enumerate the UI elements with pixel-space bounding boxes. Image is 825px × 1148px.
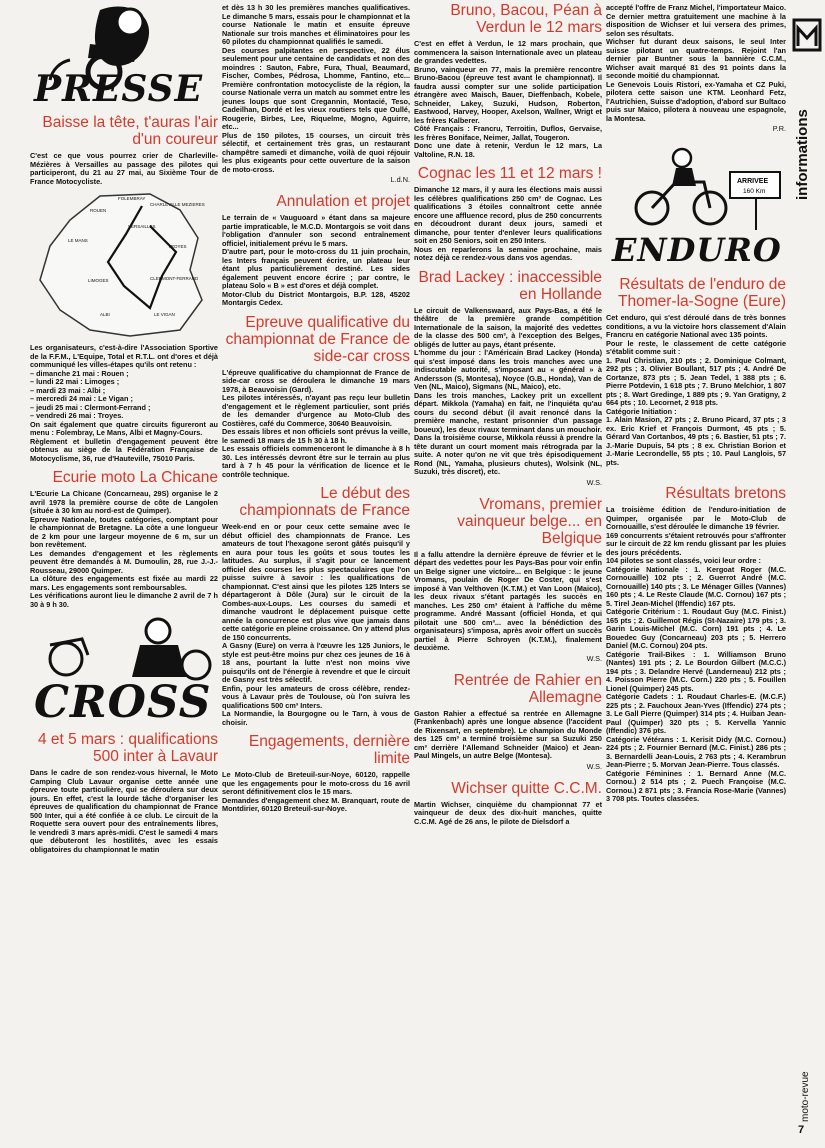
magazine-name: moto-revue — [800, 1071, 811, 1122]
article-body: Le terrain de « Vauguoard » étant dans sa majeure partie impraticable, le M.C.D. Montargois se voit dans l'obligation d'annuler son second entraînement officiel, initialement prévu le 5 mars. D'autre part, pour le moto-cross du 11 juin prochain, les Inters français peuvent écrire, un plateau leur étant plus particulièrement destiné. Les sides également peuvent encore écrire ; par contre, le plateau Solo « B » est d'ores et déjà complet. Motor-Club du District Montargois, B.P. 128, 45202 Montargis Cedex. — [222, 213, 410, 307]
right-margin-masthead — [790, 0, 825, 1148]
column-1 — [30, 0, 218, 1148]
cross-logo-text: CROSS — [34, 677, 212, 728]
enduro-rider-illustration — [606, 142, 786, 232]
article-body: Il a fallu attendre la dernière épreuve de février et le départ des vedettes pour les Pays-Bas pour voir enfin un Belge signer une victoire... en Belgique : le jeune Vromans, poulain de Roger De Coster, qui s'est imposé à Van Velthoven (K.T.M.) et Van Loon (Maico), les deux rivaux s'étant partagés les succès en manches. Les 250 cm³ étaient à l'affiche du même programme. André Massant (officiel Honda, et qui pilotait une 500 cm³... avec la bénédiction des organisateurs) s'imposa, après avoir offert un succès partiel à Pierre Schroyen (K.T.M.), finalement deuxième. — [414, 549, 602, 652]
article-vromans — [414, 490, 602, 666]
article-wichser-continued — [606, 0, 786, 136]
article-annulation — [222, 187, 410, 308]
map-city: TROYES — [168, 244, 187, 249]
map-city: ROUEN — [90, 208, 107, 213]
article-rahier — [414, 666, 602, 774]
france-route-map — [30, 190, 218, 340]
article-lavaur-continued — [222, 0, 410, 187]
article-body: Martin Wichser, cinquième du championnat 77 et vainqueur de deux des dix-huit manches, quitte C.C.M. Agé de 26 ans, le pilote de Dielsdorf a — [414, 799, 602, 826]
signature: W.S. — [586, 477, 602, 487]
map-city: CHARLEVILLE MEZIERES — [150, 202, 205, 207]
column-4 — [606, 0, 786, 1148]
article-body: Week-end en or pour ceux cette semaine avec le début officiel des championnats de France. Les amateurs de tout l'hexagone seront gâtés puisqu'il y en aura pour tous les goûts et sous toutes les latitudes. Au surplus, il s'agit pour ce lancement officiel des courses les plus spectaculaires que l'on puisse suivre à savoir : les qualifications de championnat. C'est ainsi que les pilotes 125 Inters se départageront à Dôle (Jura) sur le circuit de la Combes-aux-Loups. Les courses du samedi et dimanche vaudront le déplacement puisque cette année la concurrence est plus vive que jamais dans cette catégorie en pleine croissance. On y attend plus de 150 concurrents. A Gasny (Eure) on verra à l'œuvre les 125 Juniors, le style est peut-être moins pur chez ces jeunes de 16 à 18 ans, pourtant la lutte n'est non moins vive puisqu'ils ont de l'énergie à revendre et que le circuit de Gasny est très sélectif. Enfin, pour les amateurs de cross célèbre, rendez-vous à Lavaur près de Toulouse, où l'on suivra les qualifications 500 cm³ Inters. La Normandie, la Bourgogne ou le Tarn, à vous de choisir. — [222, 522, 410, 727]
article-body: et dès 13 h 30 les premières manches qualificatives. Le dimanche 5 mars, essais pour le championnat et la course Nationale le matin et ensuite épreuve Nationale sur trois manches et éliminatoires pour les 60 pilotes du championnat qualifiés le samedi. Des courses palpitantes en perspective, 22 élus seulement pour une centaine de candidats et non des moindres : Sauton, Fabre, Fura, Thual, Beaumard, Fischer, Combes, Pédrosa, Lhomme, Fantino, etc... Première confrontation motocycliste de la région, la course Nationale verra un match au sommet entre les jeunes loups que sont Cregannin, Montacié, Teso, Cadeilhan, Dordé et les vieux routiers tels que Oullé, Rougerie, Birbes, Lee, Riquelme, Mogno, Aguirre, etc... Plus de 150 pilotes, 15 courses, un circuit très sélectif, et certainement très gras, un restaurant champêtre samedi et dimanche, voilà de quoi réjouir les plus exigeants pour cette ouverture de la saison de moto-cross. — [222, 3, 410, 174]
column-3 — [414, 0, 602, 1148]
article-side-car — [222, 308, 410, 480]
headline: Engagements, dernière limite — [248, 733, 410, 767]
article-body: Dimanche 12 mars, il y aura les élections mais aussi les célèbres qualifications 250 cm³ de Cognac. Les qualifications 3 étoiles connaîtront cette année encore une affluence record, plus de 250 concurrents en découdront durant deux jours, samedi et dimanche, pour tenter d'enlever leurs qualifications soit en 250 Seniors, soit en 250 Inters. Nous en reparlerons la semaine prochaine, mais notez déjà ce rendez-vous dans vos agendas. — [414, 185, 602, 262]
article-body: Les organisateurs, c'est-à-dire l'Association Sportive de la F.F.M., L'Equipe, Total et R.T.L. ont d'ores et déjà communiqué les villes-étapes qu'ils ont retenu : – dimanche 21 mai : Rouen ; – lundi 22 mai : Limoges ; – mardi 23 mai : Albi ; – mercredi 24 mai : Le Vigan ; – jeudi 25 mai : Clermont-Ferrand ; – vendredi 26 mai : Troyes. On sait également que quatre circuits figureront au menu : Folembray, Le Mans, Albi et Magny-Cours. Règlement et bulletin d'engagement peuvent être obtenus au siège de la Fédération Française de Motocyclisme, 36, rue d'Hauteville, 75010 Paris. — [30, 343, 218, 463]
headline: Bruno, Bacou, Péan à Verdun le 12 mars — [450, 2, 602, 36]
article-intro: C'est ce que vous pourrez crier de Charleville-Mézières à Versailles au passage des pilotes qui participeront, du 21 au 27 mai, au Sixième Tour de France Motocycliste. — [30, 151, 218, 186]
page-number: 7 — [798, 1124, 805, 1136]
article-body: Le Moto-Club de Breteuil-sur-Noye, 60120, rappelle que les engagements pour le moto-cross du 16 avril seront définitivement clos le 15 mars. Demandes d'engagement chez M. Branquart, route de Montdirier, 60120 Breteuil-sur-Noye. — [222, 770, 410, 813]
article-body: La troisième édition de l'enduro-initiation de Quimper, organisée par le Moto-Club de Cornouaille, s'est déroulée le dimanche 19 février. 169 concurrents s'étaient retrouvés pour s'affronter sur le circuit de 22 km rendu glissant par les pluies des jours précédents. 104 pilotes se sont classés, voici leur ordre : Catégorie Nationale : 1. Kergoat Roger (M.C. Cornouaille) 102 pts ; 2. Guerrot André (M.C. Cornouaille) 140 pts ; 3. Le Ménager Gilles (Vannes) 160 pts ; 4. Le Reste Claude (M.C. Cornou) 167 pts ; 5. Tirel Jean-Michel (Iffendic) 167 pts. Catégorie Critérium : 1. Roudaut Guy (M.C. Finist.) 165 pts ; 2. Guillemot Régis (St-Nazaire) 179 pts ; 3. Garin Louis-Michel (M.C. Corn) 191 pts ; 4. Le Bouedec Guy (Concarneau) 203 pts ; 5. Herrero Daniel (M.C. Cornou) 204 pts. Catégorie Trail-Bikes : 1. Williamson Bruno (Nantes) 191 pts ; 2. Le Bourdon Gilbert (M.C.C.) 194 pts ; 3. Delandre Hervé (Landerneau) 212 pts ; 4. Poisson Pierre (M.C. Corn.) 220 pts ; 5. Fouillen Lionel (Quimper) 245 pts. Catégorie Cadets : 1. Roudaut Charles-E. (M.C.F.) 225 pts ; 2. Fauchoux Jean-Yves (Iffendic) 274 pts ; 3. Le Gall Pierre (Quimper) 314 pts ; 4. Huiban Jean-Paul (Quimper) 320 pts ; 5. Kervella Yannic (Iffendic) 376 pts. Catégorie Vétérans : 1. Kerisit Didy (M.C. Cornou.) 224 pts ; 2. Fournier Bernard (M.C. Finist.) 286 pts ; 3. Bernardelli Jean-Louis, 2 763 pts ; 4. Kerambrun Jean-Pierre ; 5. Morvan Jean-Pierre. Tous classés. Catégorie Féminines : 1. Bernard Anne (M.C. Cornou.) 2 514 pts ; 2. Puech Françoise (M.C. Cornou.) 2 871 pts ; 3. Francia Rose-Marie (Vannes) 3 708 pts. Toutes classées. — [606, 505, 786, 803]
signature: W.S. — [586, 761, 602, 771]
cross-riders-illustration — [30, 615, 218, 685]
map-city: CLERMONT-FERRAND — [150, 276, 199, 281]
headline: Le début des championnats de France — [239, 485, 410, 519]
article-body: Dans le cadre de son rendez-vous hivernal, le Moto Camping Club Lavaur organise cette année une épreuve toute particulière, qui se déroulera sur deux jours. En effet, c'est la lourde tâche d'organiser les épreuves de qualification du championnat de France 500 Inter, qui a été confiée à ce club. Le circuit de la Roquette sera ouvert pour des entraînements libres, le vendredi 3 mars après-midi. C'est le samedi 4 mars que débuteront les hostilités, avec les essais obligatoires du championnat le matin — [30, 768, 218, 854]
article-debut-championnats — [222, 479, 410, 727]
headline: Résultats bretons — [665, 485, 786, 502]
article-ecurie-la-chicane — [30, 463, 218, 609]
headline: Wichser quitte C.C.M. — [451, 779, 602, 797]
presse-logo — [30, 0, 218, 108]
map-city: ALBI — [100, 312, 110, 317]
article-baisse-la-tete — [30, 108, 218, 463]
signature: L.d.N. — [390, 175, 410, 184]
article-brad-lackey — [414, 263, 602, 490]
article-wichser — [414, 774, 602, 827]
arrivee-sign-distance: 160 Km — [743, 188, 766, 195]
article-engagements — [222, 727, 410, 814]
article-body: L'épreuve qualificative du championnat de France de side-car cross se déroulera le dimanche 19 mars 1978, à Beauvoisin (Gard). Les pilotes intéressés, n'ayant pas reçu leur bulletin d'engagement et le règlement particulier, sont priés de les demander d'urgence au Moto-Club des Costières, café du Commerce, 30640 Beauvoisin. Des essais libres et non officiels sont prévus la veille, le samedi 18 mars de 15 h 30 à 18 h. Les essais officiels commenceront le dimanche à 8 h 30. Les intéressés devront être sur le terrain au plus tard à 7 h 45 pour la vérification de licence et le contrôle technique. — [222, 367, 410, 479]
map-city: LE MANS — [68, 238, 88, 243]
headline: 4 et 5 mars : qualifications 500 inter à Lavaur — [37, 731, 218, 765]
headline: Résultats de l'enduro de Thomer-la-Sogne (Eure) — [618, 276, 786, 310]
article-body: L'Ecurie La Chicane (Concarneau, 29S) organise le 2 avril 1978 la première course de côte de Langolen (située à 30 km au nord-est de Quimper). Epreuve Nationale, toutes catégories, comptant pour le championnat de Bretagne. La côte a une longueur de 2 km pour une largeur moyenne de 6 m, sur un bon revêtement. Les demandes d'engagement et les règlements peuvent être demandés à M. Dumoulin, 28, rue J.-J.-Rousseau, 29000 Quimper. La clôture des engagements est fixée au mardi 22 mars. Les engagements sont remboursables. Les vérifications auront lieu le dimanche 2 avril de 7 h 30 à 9 h 30. — [30, 489, 218, 609]
section-label: informations — [794, 109, 811, 200]
article-body: Gaston Rahier a effectué sa rentrée en Allemagne (Frankenbach) après une longue absence (l'accident de Rixensart, en septembre). Le champion du Monde des 125 cm³ a terminé troisième sur sa Suzuki 250 cm³ derrière l'Allemand Schneider (Maico) et Jean-Paul Mingels, un autre Belge (Montesa). — [414, 708, 602, 760]
enduro-logo-text: ENDURO — [612, 231, 782, 269]
article-body: Le circuit de Valkenswaard, aux Pays-Bas, a été le théâtre de la première grande compétition Internationale de la saison, la majorité des vedettes de la classe des 500 cm³, à l'exception des Belges, obligés de lutter au pays, étant présente. L'homme du jour : l'Américain Brad Lackey (Honda) qui s'est imposé dans les trois manches avec une indiscutable autorité, s'imposant au « général » à Andersson (S, Montesa), Noyce (G.B., Honda), Van de Ven (NL, Maico), Sigmans (NL, Maico), etc. Dans les trois manches, Lackey prit un excellent départ. Mikkola (Yamaha) en fait, ne l'inquiéta qu'au cours du second début (il avait renoncé dans la première manche, restant prisonnier d'un passage boueux), les deux rivaux terminant dans un mouchoir. Dans la troisième course, Mikkola réussi à prendre la tête durant un court moment mais rétrograda par la suite. A noter qu'on ne vit que très épisodiquement Rond (NL, Yamaha, plusieurs chutes), Wolsink (NL, Suzuki, très discret), etc. — [414, 305, 602, 476]
headline: Cognac les 11 et 12 mars ! — [417, 165, 602, 182]
headline: Annulation et projet — [276, 193, 410, 210]
article-cognac — [414, 159, 602, 263]
article-body: C'est en effet à Verdun, le 12 mars prochain, que commencera la saison Internationale avec un plateau de grandes vedettes. Bruno, vainqueur en 77, mais la première rencontre Bruno-Bacou (épreuve test avant le championnat). Il faudra aussi compter sur une solide participation étrangère avec Maisch, Bauer, Dieffenbach, Kobele, Schneider, Lakey, Suzuki, Hudson, Roberton, Eastwood, Harvey, Hooper, Axelson, Wallner, Wrigt et les frères Kalberer. Côté Français : Francru, Terroitin, Duflos, Gervaise, les frères Boniface, Neimer, Jallat, Tougeron. Donc une date à retenir, Verdun le 12 mars, La Valtoline, R.N. 18. — [414, 39, 602, 159]
article-thomer — [606, 270, 786, 467]
article-bretons — [606, 467, 786, 804]
map-city: VERSAILLES — [128, 224, 156, 229]
mr-logo-icon — [792, 18, 822, 58]
map-city: FOLEMBRAY — [118, 196, 146, 201]
headline: Rentrée de Rahier en Allemagne — [453, 671, 602, 706]
headline: Epreuve qualificative du championnat de France de side-car cross — [225, 313, 410, 365]
article-body: Cet enduro, qui s'est déroulé dans de très bonnes conditions, a vu la victoire hors classement d'Alain Francru en catégorie National avec 135 points. Pour le reste, le classement de cette catégorie s'établit comme suit : 1. Paul Christian, 210 pts ; 2. Dominique Colmant, 292 pts ; 3. Olivier Boullant, 517 pts ; 4. André De Cortanze, 873 pts ; 5. Jean Tedel, 1 388 pts ; 6. Pierre Potdevin, 1 618 pts ; 7. Bruno Melchior, 1 807 pts ; 8. Wart Gredinge, 1 889 pts ; 9. Yan Gratigny, 2 664 pts ; 10. Lecornet, 2 918 pts. Catégorie Initiation : 1. Alain Masion, 27 pts ; 2. Bruno Picard, 37 pts ; 3 ex. Eric Krief et François Durmont, 45 pts ; 5. Gérard Van Cortanbos, 49 pts ; 6. Bastier, 51 pts ; 7. J.-Marie Dupuis, 54 pts ; 8 ex. Christian Borion et J.-Marie Lecrondelle, 55 pts ; 10. Paul Langlois, 57 pts. — [606, 313, 786, 467]
article-lavaur — [30, 725, 218, 854]
headline: Brad Lackey : inaccessible en Hollande — [418, 268, 602, 303]
cross-logo — [30, 615, 218, 728]
presse-logo-text: PRESSE — [34, 68, 204, 110]
map-city: LE VIGAN — [154, 312, 175, 317]
signature: P.R. — [772, 124, 786, 133]
enduro-logo — [606, 142, 786, 270]
article-body: accepté l'offre de Franz Michel, l'importateur Maico. Ce dernier mettra gratuitement une machine à la disposition de Wichser et lui versera des primes, selon ses résultats. Wichser fut durant deux saisons, le seul Inter suisse pilotant un quatre-temps. Rejoint l'an dernier par Buntner sous la bannière C.C.M., Wichser avait marqué 81 des 91 points dans la seconde moitié du championnat. Le Genevois Louis Ristori, ex-Yamaha et CZ Puki, pilotera cette saison une KTM. Leonhard Fetz, l'Autrichien, Suisse d'adoption, d'abord sur Bultaco puis sur Maico, pilotera à nouveau une espagnole, la Montesa. — [606, 3, 786, 123]
arrivee-sign-text: ARRIVEE — [737, 178, 769, 185]
column-2 — [222, 0, 410, 1148]
headline: Ecurie moto La Chicane — [52, 469, 218, 486]
map-city: LIMOGES — [88, 278, 109, 283]
headline: Baisse la tête, t'auras l'air d'un coureur — [42, 114, 218, 148]
article-verdun — [414, 0, 602, 159]
headline: Vromans, premier vainqueur belge... en Belgique — [457, 495, 602, 547]
signature: W.S. — [586, 653, 602, 663]
